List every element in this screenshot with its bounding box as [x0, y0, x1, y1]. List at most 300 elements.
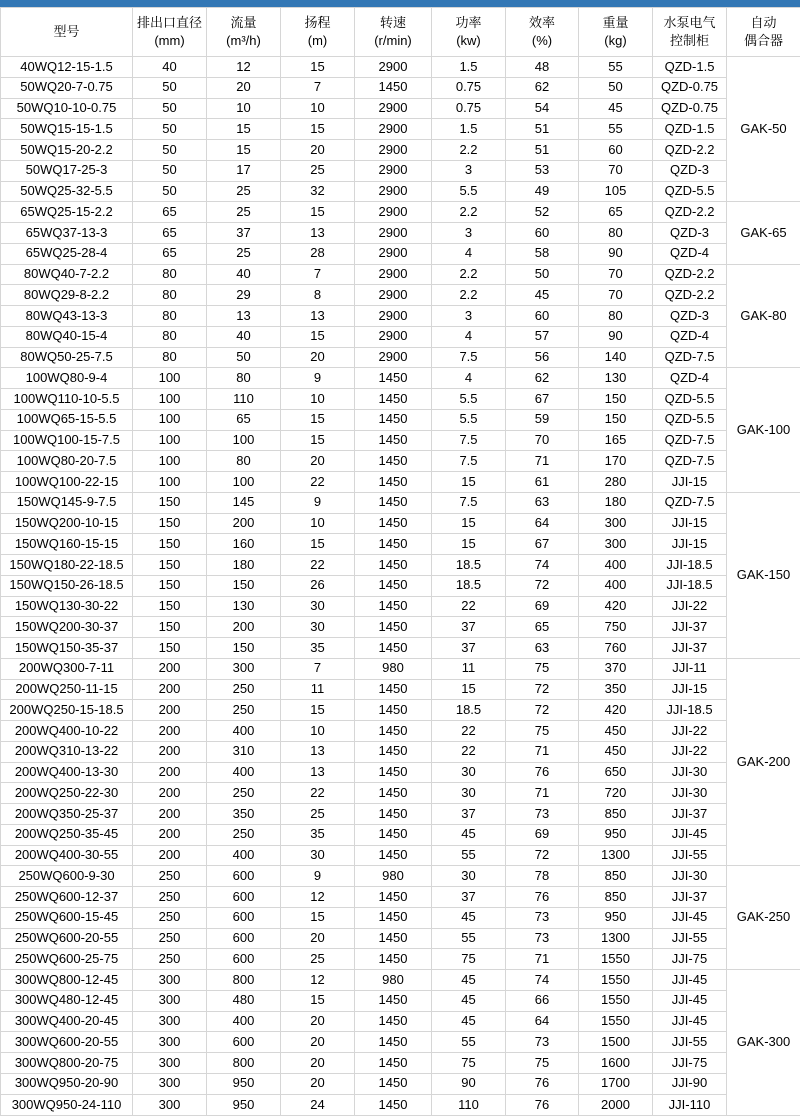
model-cell: 80WQ40-15-4: [1, 326, 133, 347]
table-cell: 250: [133, 907, 207, 928]
model-cell: 200WQ250-35-45: [1, 824, 133, 845]
table-cell: 1550: [579, 949, 653, 970]
model-cell: 250WQ600-12-37: [1, 887, 133, 908]
table-row: [1, 990, 800, 1011]
table-cell: 20: [281, 1073, 355, 1094]
table-cell: 0.75: [432, 98, 506, 119]
table-cell: 250: [133, 887, 207, 908]
table-cell: 15: [281, 990, 355, 1011]
table-cell: 40: [133, 57, 207, 78]
table-cell: 80: [133, 347, 207, 368]
table-row: [1, 534, 800, 555]
table-cell: JJI-15: [653, 472, 727, 493]
table-cell: 30: [432, 866, 506, 887]
table-cell: 9: [281, 368, 355, 389]
table-cell: 1450: [355, 389, 432, 410]
table-cell: 10: [281, 98, 355, 119]
table-cell: 1550: [579, 970, 653, 991]
table-cell: 69: [506, 824, 579, 845]
table-cell: 1450: [355, 845, 432, 866]
table-cell: 12: [281, 887, 355, 908]
table-cell: 15: [281, 907, 355, 928]
table-cell: 145: [207, 492, 281, 513]
table-cell: 37: [432, 617, 506, 638]
table-row: [1, 783, 800, 804]
table-cell: 2.2: [432, 264, 506, 285]
table-cell: 65: [506, 617, 579, 638]
table-cell: 13: [281, 762, 355, 783]
table-cell: 980: [355, 970, 432, 991]
table-cell: 74: [506, 970, 579, 991]
table-cell: 150: [579, 389, 653, 410]
table-cell: 2900: [355, 119, 432, 140]
model-cell: 80WQ29-8-2.2: [1, 285, 133, 306]
table-cell: 80: [133, 306, 207, 327]
table-cell: JJI-45: [653, 970, 727, 991]
table-cell: 200: [207, 617, 281, 638]
table-cell: 420: [579, 700, 653, 721]
table-cell: JJI-22: [653, 596, 727, 617]
table-cell: 1450: [355, 513, 432, 534]
table-cell: 15: [281, 57, 355, 78]
table-cell: 650: [579, 762, 653, 783]
table-cell: 750: [579, 617, 653, 638]
table-cell: 75: [432, 949, 506, 970]
model-cell: 65WQ25-28-4: [1, 243, 133, 264]
table-cell: 600: [207, 1032, 281, 1053]
table-cell: JJI-22: [653, 741, 727, 762]
model-cell: 50WQ15-20-2.2: [1, 140, 133, 161]
table-cell: 1450: [355, 575, 432, 596]
table-cell: 350: [579, 679, 653, 700]
coupler-group-cell: GAK-80: [727, 264, 800, 368]
pump-spec-table: [0, 7, 800, 1116]
table-cell: 400: [207, 721, 281, 742]
table-cell: JJI-30: [653, 762, 727, 783]
model-cell: 200WQ300-7-11: [1, 658, 133, 679]
coupler-group-cell: GAK-50: [727, 57, 800, 202]
table-row: [1, 326, 800, 347]
table-cell: 51: [506, 140, 579, 161]
table-cell: JJI-37: [653, 804, 727, 825]
table-cell: 49: [506, 181, 579, 202]
table-cell: QZD-2.2: [653, 202, 727, 223]
table-row: [1, 98, 800, 119]
table-row: [1, 596, 800, 617]
table-cell: 24: [281, 1094, 355, 1116]
table-cell: 15: [207, 140, 281, 161]
table-row: [1, 679, 800, 700]
table-cell: 1700: [579, 1073, 653, 1094]
spec-table-body: [1, 57, 800, 1116]
model-cell: 300WQ800-20-75: [1, 1053, 133, 1074]
table-header: [1, 8, 800, 57]
table-cell: JJI-37: [653, 887, 727, 908]
table-cell: 25: [207, 202, 281, 223]
table-cell: 70: [579, 264, 653, 285]
coupler-group-cell: GAK-150: [727, 492, 800, 658]
table-row: [1, 845, 800, 866]
table-cell: 18.5: [432, 575, 506, 596]
model-cell: 100WQ80-9-4: [1, 368, 133, 389]
table-cell: 1450: [355, 451, 432, 472]
table-cell: 200: [133, 721, 207, 742]
table-cell: 22: [281, 472, 355, 493]
table-cell: 90: [579, 243, 653, 264]
table-cell: 13: [281, 223, 355, 244]
table-cell: 37: [207, 223, 281, 244]
table-cell: 55: [579, 119, 653, 140]
table-cell: 280: [579, 472, 653, 493]
table-cell: 7.5: [432, 347, 506, 368]
table-cell: 76: [506, 1073, 579, 1094]
table-cell: 110: [207, 389, 281, 410]
table-cell: 15: [281, 119, 355, 140]
table-cell: 11: [281, 679, 355, 700]
table-cell: JJI-90: [653, 1073, 727, 1094]
model-cell: 200WQ250-15-18.5: [1, 700, 133, 721]
table-cell: 1450: [355, 949, 432, 970]
column-header-9: 自动 偶合器: [727, 8, 800, 57]
table-cell: 18.5: [432, 555, 506, 576]
table-cell: 13: [281, 306, 355, 327]
table-row: [1, 1011, 800, 1032]
column-header-4: 转速 (r/min): [355, 8, 432, 57]
table-cell: 71: [506, 949, 579, 970]
table-cell: QZD-2.2: [653, 140, 727, 161]
table-cell: 48: [506, 57, 579, 78]
table-cell: 7: [281, 264, 355, 285]
table-cell: 1450: [355, 638, 432, 659]
table-cell: 75: [432, 1053, 506, 1074]
table-cell: 300: [133, 970, 207, 991]
table-cell: 110: [432, 1094, 506, 1116]
table-cell: 2900: [355, 181, 432, 202]
table-row: [1, 492, 800, 513]
table-cell: 65: [579, 202, 653, 223]
table-cell: 55: [579, 57, 653, 78]
model-cell: 80WQ43-13-3: [1, 306, 133, 327]
table-cell: 100: [133, 472, 207, 493]
table-cell: 18.5: [432, 700, 506, 721]
table-cell: 800: [207, 970, 281, 991]
table-cell: 1450: [355, 887, 432, 908]
table-cell: QZD-7.5: [653, 347, 727, 368]
table-cell: 75: [506, 658, 579, 679]
table-cell: 45: [506, 285, 579, 306]
table-cell: 600: [207, 887, 281, 908]
table-row: [1, 451, 800, 472]
table-cell: 1450: [355, 409, 432, 430]
table-cell: 1450: [355, 492, 432, 513]
table-cell: QZD-1.5: [653, 119, 727, 140]
table-cell: 37: [432, 887, 506, 908]
table-cell: 200: [133, 824, 207, 845]
table-cell: 300: [133, 1011, 207, 1032]
table-cell: 45: [432, 1011, 506, 1032]
table-cell: 1450: [355, 990, 432, 1011]
model-cell: 150WQ130-30-22: [1, 596, 133, 617]
table-row: [1, 555, 800, 576]
table-cell: QZD-5.5: [653, 409, 727, 430]
column-header-7: 重量 (kg): [579, 8, 653, 57]
table-cell: JJI-15: [653, 513, 727, 534]
table-cell: 2900: [355, 223, 432, 244]
table-cell: 760: [579, 638, 653, 659]
table-cell: 35: [281, 824, 355, 845]
table-cell: 55: [432, 845, 506, 866]
table-cell: 37: [432, 804, 506, 825]
table-cell: 9: [281, 866, 355, 887]
column-header-6: 效率 (%): [506, 8, 579, 57]
table-cell: 140: [579, 347, 653, 368]
table-cell: 45: [432, 990, 506, 1011]
model-cell: 200WQ350-25-37: [1, 804, 133, 825]
model-cell: 300WQ800-12-45: [1, 970, 133, 991]
table-row: [1, 409, 800, 430]
table-cell: 13: [207, 306, 281, 327]
table-cell: 2900: [355, 243, 432, 264]
table-cell: 30: [281, 845, 355, 866]
table-cell: 400: [207, 1011, 281, 1032]
table-cell: 400: [207, 845, 281, 866]
table-cell: 1450: [355, 1073, 432, 1094]
table-cell: 50: [133, 140, 207, 161]
table-cell: 72: [506, 700, 579, 721]
table-cell: QZD-3: [653, 160, 727, 181]
table-cell: 300: [207, 658, 281, 679]
table-cell: 29: [207, 285, 281, 306]
table-cell: 2900: [355, 306, 432, 327]
table-cell: 20: [281, 347, 355, 368]
table-cell: JJI-75: [653, 949, 727, 970]
table-cell: 300: [133, 1032, 207, 1053]
table-cell: 70: [579, 285, 653, 306]
table-cell: 10: [281, 721, 355, 742]
table-cell: 350: [207, 804, 281, 825]
table-cell: 59: [506, 409, 579, 430]
table-cell: 22: [432, 721, 506, 742]
top-accent-bar: [0, 0, 800, 7]
model-cell: 100WQ65-15-5.5: [1, 409, 133, 430]
table-cell: 2900: [355, 160, 432, 181]
table-cell: 1450: [355, 617, 432, 638]
table-cell: 50: [133, 119, 207, 140]
table-cell: 2900: [355, 98, 432, 119]
table-cell: 1450: [355, 804, 432, 825]
table-cell: JJI-45: [653, 907, 727, 928]
table-cell: QZD-7.5: [653, 430, 727, 451]
table-cell: 20: [281, 140, 355, 161]
table-cell: 22: [432, 596, 506, 617]
model-cell: 250WQ600-9-30: [1, 866, 133, 887]
table-cell: 7.5: [432, 492, 506, 513]
model-cell: 150WQ150-26-18.5: [1, 575, 133, 596]
table-cell: 1450: [355, 77, 432, 98]
table-cell: QZD-5.5: [653, 389, 727, 410]
table-cell: 0.75: [432, 77, 506, 98]
table-cell: 15: [281, 326, 355, 347]
table-cell: 850: [579, 887, 653, 908]
table-cell: 45: [432, 907, 506, 928]
table-cell: 50: [133, 181, 207, 202]
table-cell: 2.2: [432, 202, 506, 223]
table-cell: 300: [579, 534, 653, 555]
table-cell: 720: [579, 783, 653, 804]
table-cell: QZD-4: [653, 326, 727, 347]
table-cell: JJI-110: [653, 1094, 727, 1116]
table-cell: 150: [133, 638, 207, 659]
table-cell: 7: [281, 658, 355, 679]
table-cell: 150: [133, 513, 207, 534]
table-cell: JJI-22: [653, 721, 727, 742]
table-row: [1, 243, 800, 264]
model-cell: 150WQ150-35-37: [1, 638, 133, 659]
table-cell: 1450: [355, 1053, 432, 1074]
model-cell: 40WQ12-15-1.5: [1, 57, 133, 78]
table-cell: 65: [207, 409, 281, 430]
table-cell: 65: [133, 243, 207, 264]
table-cell: 150: [133, 596, 207, 617]
table-cell: 45: [432, 824, 506, 845]
table-cell: 7.5: [432, 451, 506, 472]
table-cell: 72: [506, 845, 579, 866]
table-cell: 300: [579, 513, 653, 534]
coupler-group-cell: GAK-200: [727, 658, 800, 866]
table-cell: 40: [207, 326, 281, 347]
table-cell: 250: [133, 949, 207, 970]
table-cell: 1550: [579, 990, 653, 1011]
table-cell: 1450: [355, 534, 432, 555]
table-cell: 2900: [355, 326, 432, 347]
table-cell: 11: [432, 658, 506, 679]
table-cell: 1450: [355, 741, 432, 762]
table-cell: 71: [506, 451, 579, 472]
table-cell: 600: [207, 866, 281, 887]
table-row: [1, 264, 800, 285]
table-cell: 53: [506, 160, 579, 181]
table-cell: 74: [506, 555, 579, 576]
table-cell: 15: [281, 534, 355, 555]
table-cell: 3: [432, 306, 506, 327]
table-cell: QZD-5.5: [653, 181, 727, 202]
table-cell: 7.5: [432, 430, 506, 451]
table-cell: QZD-2.2: [653, 285, 727, 306]
table-cell: QZD-3: [653, 306, 727, 327]
table-cell: 70: [579, 160, 653, 181]
column-header-3: 扬程 (m): [281, 8, 355, 57]
table-cell: 150: [133, 555, 207, 576]
model-cell: 150WQ145-9-7.5: [1, 492, 133, 513]
coupler-group-cell: GAK-65: [727, 202, 800, 264]
table-cell: 300: [133, 1073, 207, 1094]
table-cell: QZD-7.5: [653, 492, 727, 513]
table-row: [1, 472, 800, 493]
table-cell: 20: [281, 1011, 355, 1032]
table-cell: 52: [506, 202, 579, 223]
table-cell: 4: [432, 368, 506, 389]
table-cell: JJI-55: [653, 845, 727, 866]
table-cell: 2900: [355, 140, 432, 161]
table-row: [1, 513, 800, 534]
table-cell: QZD-4: [653, 243, 727, 264]
table-cell: 1450: [355, 472, 432, 493]
table-cell: 3: [432, 160, 506, 181]
model-cell: 300WQ950-24-110: [1, 1094, 133, 1116]
model-cell: 300WQ400-20-45: [1, 1011, 133, 1032]
table-cell: 200: [133, 658, 207, 679]
table-cell: 5.5: [432, 181, 506, 202]
table-cell: 600: [207, 907, 281, 928]
table-cell: 67: [506, 534, 579, 555]
table-row: [1, 223, 800, 244]
table-cell: 10: [207, 98, 281, 119]
table-cell: 200: [133, 804, 207, 825]
table-cell: 2900: [355, 57, 432, 78]
table-cell: 7: [281, 77, 355, 98]
table-cell: 150: [579, 409, 653, 430]
table-cell: 15: [432, 534, 506, 555]
header-row: [1, 8, 800, 57]
table-cell: 420: [579, 596, 653, 617]
table-cell: 15: [432, 472, 506, 493]
table-cell: 1450: [355, 430, 432, 451]
table-cell: 2.2: [432, 285, 506, 306]
table-cell: 20: [281, 1053, 355, 1074]
table-cell: 62: [506, 77, 579, 98]
table-cell: 10: [281, 513, 355, 534]
table-row: [1, 160, 800, 181]
table-cell: 20: [281, 451, 355, 472]
table-cell: 13: [281, 741, 355, 762]
table-cell: 76: [506, 762, 579, 783]
table-row: [1, 741, 800, 762]
model-cell: 65WQ25-15-2.2: [1, 202, 133, 223]
table-cell: 4: [432, 243, 506, 264]
table-cell: 1450: [355, 700, 432, 721]
table-cell: 65: [133, 223, 207, 244]
table-cell: 200: [207, 513, 281, 534]
table-cell: QZD-4: [653, 368, 727, 389]
table-row: [1, 700, 800, 721]
table-cell: 80: [207, 368, 281, 389]
table-cell: 100: [207, 472, 281, 493]
table-cell: 180: [207, 555, 281, 576]
table-cell: 100: [133, 430, 207, 451]
table-cell: 400: [579, 575, 653, 596]
model-cell: 65WQ37-13-3: [1, 223, 133, 244]
table-cell: 64: [506, 1011, 579, 1032]
table-cell: 50: [579, 77, 653, 98]
table-cell: JJI-37: [653, 617, 727, 638]
table-cell: 450: [579, 721, 653, 742]
model-cell: 50WQ10-10-0.75: [1, 98, 133, 119]
table-cell: 165: [579, 430, 653, 451]
table-cell: 90: [579, 326, 653, 347]
table-cell: 150: [133, 534, 207, 555]
table-cell: 25: [207, 181, 281, 202]
model-cell: 250WQ600-25-75: [1, 949, 133, 970]
table-cell: QZD-0.75: [653, 77, 727, 98]
table-cell: 50: [133, 98, 207, 119]
table-cell: JJI-30: [653, 783, 727, 804]
table-cell: 2.2: [432, 140, 506, 161]
table-cell: 300: [133, 1094, 207, 1116]
table-cell: 130: [579, 368, 653, 389]
table-cell: 22: [432, 741, 506, 762]
table-cell: 300: [133, 1053, 207, 1074]
column-header-8: 水泵电气 控制柜: [653, 8, 727, 57]
